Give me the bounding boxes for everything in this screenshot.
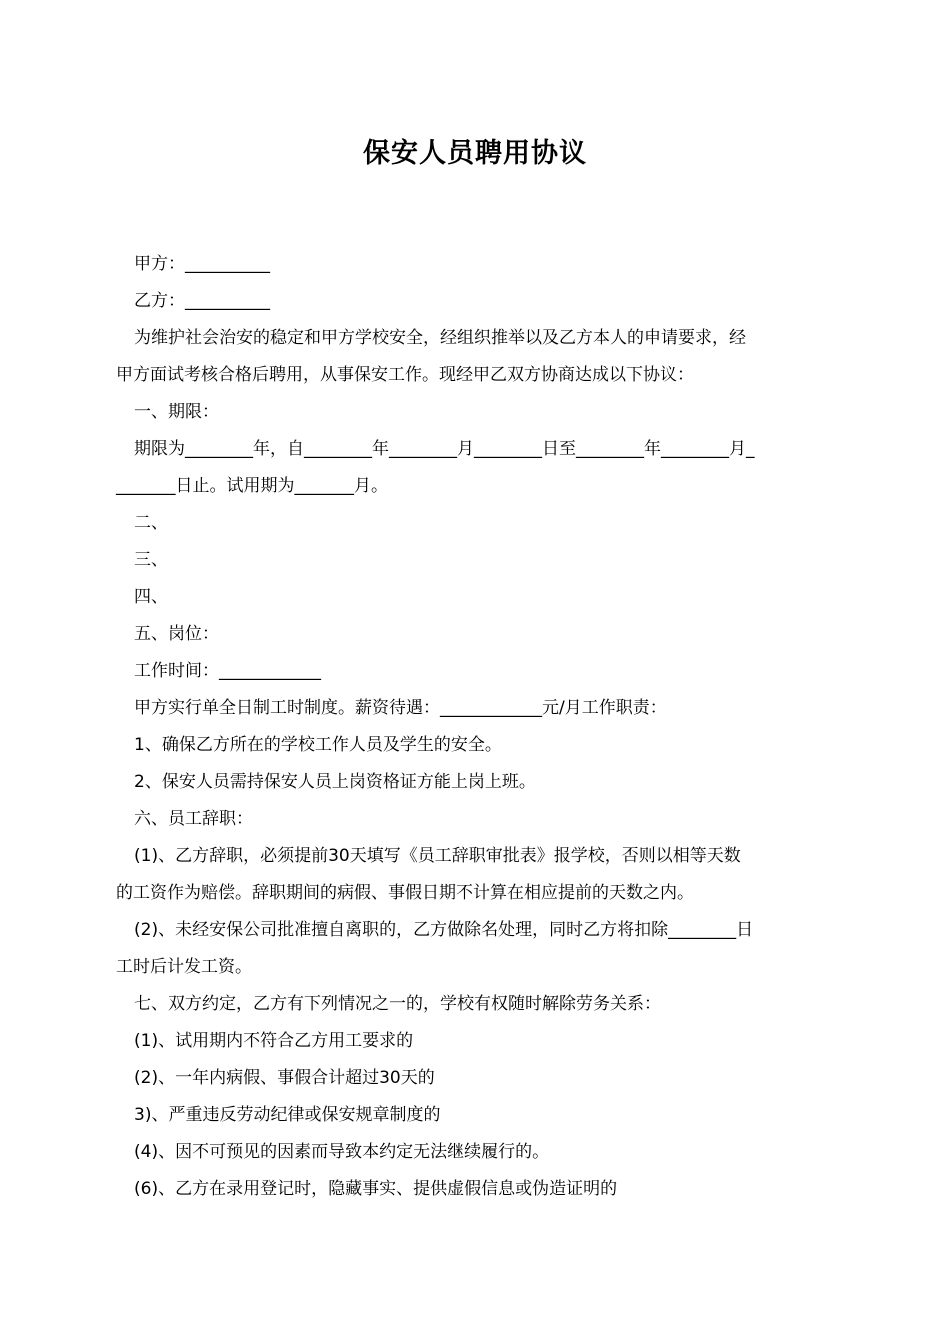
- intro-line-1: 为维护社会治安的稳定和甲方学校安全，经组织推举以及乙方本人的申请要求，经: [134, 328, 746, 348]
- work-time-line: 工作时间：____________: [134, 661, 321, 681]
- section-4-heading: 四、: [134, 587, 168, 607]
- termination-item-1: (1)、试用期内不符合乙方用工要求的: [134, 1031, 414, 1051]
- termination-item-4: (4)、因不可预见的因素而导致本约定无法继续履行的。: [134, 1142, 550, 1162]
- termination-item-3: 3)、严重违反劳动纪律或保安规章制度的: [134, 1105, 441, 1125]
- termination-item-2: (2)、一年内病假、事假合计超过30天的: [134, 1068, 435, 1088]
- section-3-heading: 三、: [134, 550, 168, 570]
- section-7-heading: 七、双方约定，乙方有下列情况之一的，学校有权随时解除劳务关系：: [134, 994, 661, 1014]
- resignation-clause-2-line-1: (2)、未经安保公司批准擅自离职的，乙方做除名处理，同时乙方将扣除________日: [134, 920, 754, 940]
- document-body: [116, 246, 836, 1208]
- section-6-heading: 六、员工辞职：: [134, 809, 253, 829]
- term-line-2: _______日止。试用期为_______月。: [116, 476, 388, 496]
- party-b-line: 乙方：__________: [134, 291, 270, 311]
- resignation-clause-1-line-1: (1)、乙方辞职，必须提前30天填写《员工辞职审批表》报学校，否则以相等天数: [134, 846, 741, 866]
- section-1-heading: 一、期限：: [134, 402, 219, 422]
- party-a-line: 甲方：__________: [134, 254, 270, 274]
- section-2-heading: 二、: [134, 513, 168, 533]
- section-5-heading: 五、岗位：: [134, 624, 219, 644]
- duty-item-1: 1、确保乙方所在的学校工作人员及学生的安全。: [134, 735, 502, 755]
- intro-line-2: 甲方面试考核合格后聘用，从事保安工作。现经甲乙双方协商达成以下协议：: [116, 365, 694, 385]
- resignation-clause-1-line-2: 的工资作为赔偿。辞职期间的病假、事假日期不计算在相应提前的天数之内。: [116, 883, 694, 903]
- duty-item-2: 2、保安人员需持保安人员上岗资格证方能上岗上班。: [134, 772, 536, 792]
- resignation-clause-2-line-2: 工时后计发工资。: [116, 957, 252, 977]
- salary-line: 甲方实行单全日制工时制度。薪资待遇：____________元/月工作职责：: [134, 698, 667, 718]
- termination-item-6: (6)、乙方在录用登记时，隐藏事实、提供虚假信息或伪造证明的: [134, 1179, 618, 1199]
- term-line-1: 期限为________年，自________年________月________日至________年________月_: [134, 439, 755, 459]
- document-title: 保安人员聘用协议: [363, 138, 587, 169]
